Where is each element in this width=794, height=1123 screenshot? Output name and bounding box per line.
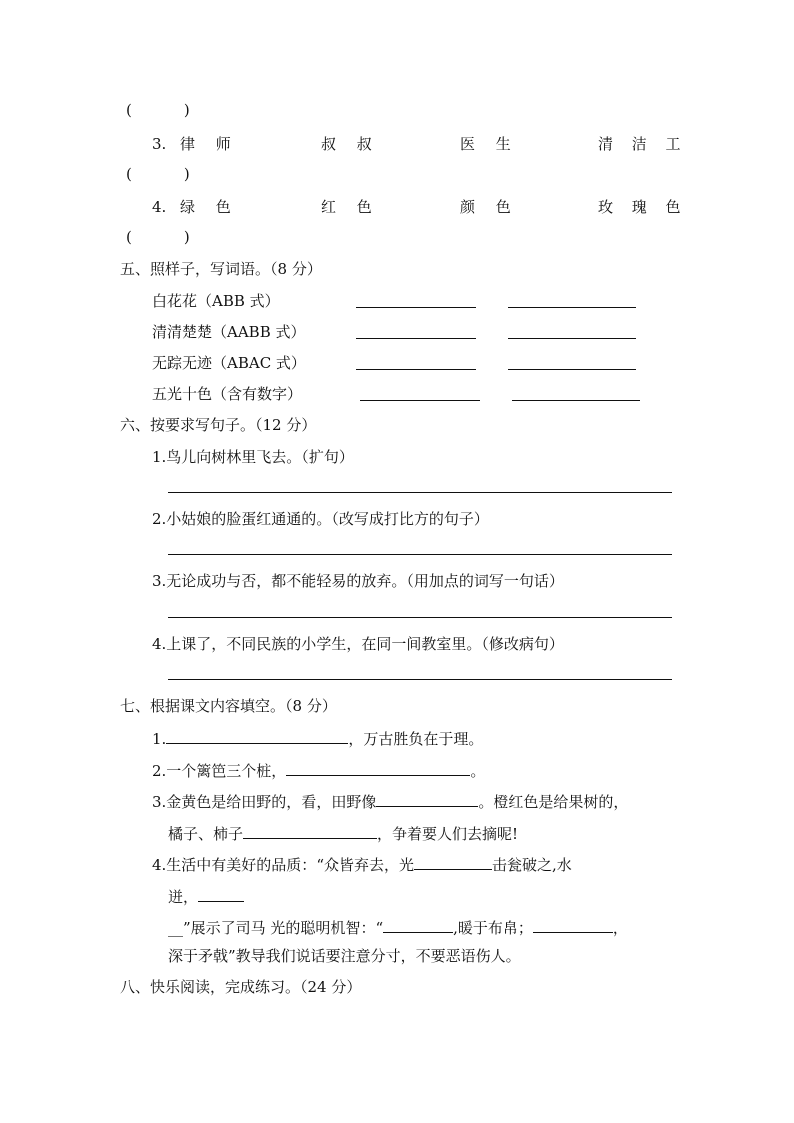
word-row-3 <box>152 134 166 154</box>
s7-blank-7[interactable] <box>383 916 453 933</box>
paren-row-2 <box>126 100 190 120</box>
s7-line-7: __”展示了司马 光的聪明机智：“ ,暖于布帛； ， <box>168 916 628 938</box>
section-5-title: 五、照样子，写词语。（8 分） <box>120 260 322 278</box>
s5-blank-1b[interactable] <box>508 307 636 308</box>
row-number: 4. <box>152 198 167 216</box>
s7-line-8: 深于矛戟”教导我们说话要注意分寸，不要恶语伤人。 <box>168 947 521 965</box>
s6-answer-line-4[interactable] <box>168 679 672 680</box>
s7-blank-5[interactable] <box>414 853 492 870</box>
paren-row-3: ( ) <box>126 165 190 183</box>
s5-item-1: 白花花（ABB 式） <box>152 292 280 310</box>
s7-blank-6[interactable] <box>198 885 244 902</box>
s5-blank-2a[interactable] <box>356 338 476 339</box>
s7-blank-8[interactable] <box>533 916 613 933</box>
word-4-1: 绿 色 <box>180 198 239 216</box>
word-4-2: 红 色 <box>321 198 380 216</box>
s7-line-4: 橘子、柿子 ，争着要人们去摘呢! <box>168 822 518 844</box>
s5-blank-2b[interactable] <box>508 338 636 339</box>
paren-row-4: ( ) <box>126 228 190 246</box>
word-3-3: 医 生 <box>460 135 519 153</box>
word-4-4: 玫 瑰 色 <box>598 198 688 216</box>
paren-close: ) <box>183 101 190 119</box>
s7-line-5: 4.生活中有美好的品质：“众皆弃去，光 击瓮破之,水 <box>152 853 572 875</box>
s5-blank-4b[interactable] <box>512 400 640 401</box>
s7-line-3: 3.金黄色是给田野的，看，田野像 。橙红色是给果树的， <box>152 790 628 812</box>
word-3-4: 清 洁 工 <box>598 135 688 153</box>
section-7-title: 七、根据课文内容填空。（8 分） <box>120 697 337 715</box>
s6-item-4: 4.上课了，不同民族的小学生，在同一间教室里。（修改病句） <box>152 635 564 653</box>
s7-blank-1[interactable] <box>166 727 348 744</box>
s7-blank-4[interactable] <box>243 822 377 839</box>
s6-item-1: 1.鸟儿向树林里飞去。（扩句） <box>152 448 354 466</box>
word-3-1: 律 师 <box>180 135 239 153</box>
s5-blank-3b[interactable] <box>508 369 636 370</box>
s6-answer-line-2[interactable] <box>168 554 672 555</box>
s5-blank-4a[interactable] <box>360 400 480 401</box>
section-6-title: 六、按要求写句子。（12 分） <box>120 416 317 434</box>
s5-item-4: 五光十色（含有数字） <box>152 385 303 403</box>
word-4-3: 颜 色 <box>460 198 519 216</box>
word-3-2: 叔 叔 <box>321 135 380 153</box>
s6-item-2: 2.小姑娘的脸蛋红通通的。（改写成打比方的句子） <box>152 510 489 528</box>
s6-answer-line-3[interactable] <box>168 617 672 618</box>
s7-blank-2[interactable] <box>286 759 470 776</box>
section-8-title: 八、快乐阅读，完成练习。（24 分） <box>120 978 362 996</box>
row-number: 3. <box>152 135 167 153</box>
s5-blank-3a[interactable] <box>356 369 476 370</box>
s6-answer-line-1[interactable] <box>168 492 672 493</box>
s7-line-1: 1. ，万古胜负在于理。 <box>152 727 483 749</box>
word-row-4 <box>152 197 166 217</box>
s7-blank-3[interactable] <box>376 790 478 807</box>
s5-item-2: 清清楚楚（AABB 式） <box>152 323 306 341</box>
s5-blank-1a[interactable] <box>356 307 476 308</box>
s7-line-2: 2.一个篱笆三个桩， 。 <box>152 759 485 781</box>
s5-item-3: 无踪无迹（ABAC 式） <box>152 354 306 372</box>
s6-item-3: 3.无论成功与否，都不能轻易的放弃。（用加点的词写一句话） <box>152 572 564 590</box>
s7-line-6: 迸， <box>168 885 244 907</box>
paren-open: ( <box>126 101 132 119</box>
